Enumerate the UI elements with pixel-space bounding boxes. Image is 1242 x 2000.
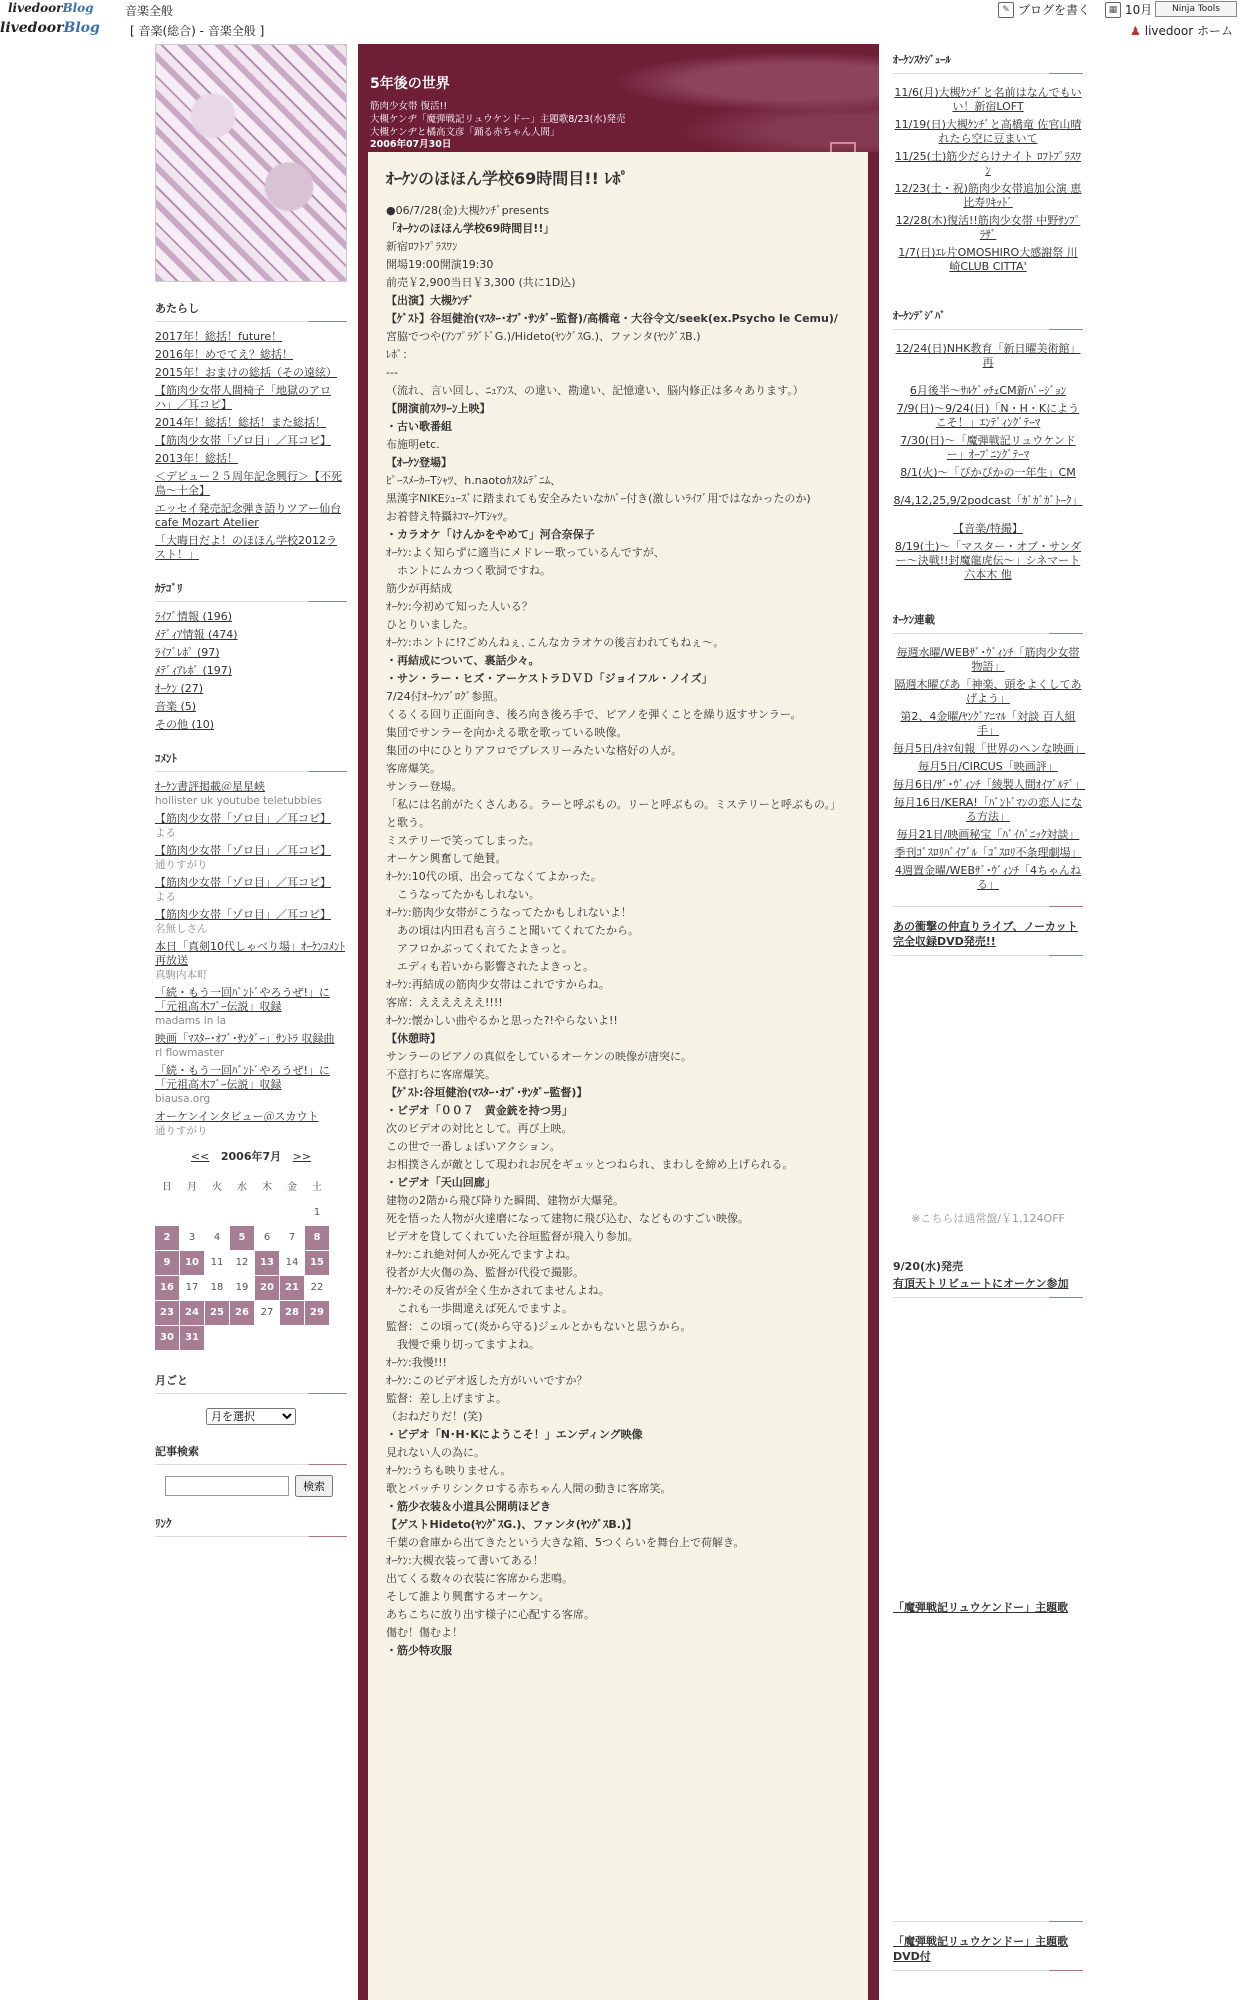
media-link[interactable]: 8/1(火)～「ぴかぴかの一年生」CM [900, 466, 1076, 479]
calendar-empty-cell [230, 1201, 254, 1225]
category-path[interactable]: [ 音楽(総合) - 音楽全般 ] [130, 24, 265, 38]
post-line: ・ビデオ「００７ 黄金銃を持つ男」 [386, 1104, 573, 1117]
post-line: ビデオを貸してくれていた谷垣監督が飛入り参加。 [386, 1230, 639, 1243]
post-line: 【出演】大槻ｹﾝﾁﾞ [386, 294, 474, 307]
post-line: と歌う。 [386, 816, 430, 829]
calendar-day-link[interactable]: 30 [155, 1326, 179, 1350]
post-line: サンラーのピアノの真似をしているオーケンの映像が唐突に。 [386, 1050, 693, 1063]
post-line: --- [386, 366, 398, 379]
post-line: 布施明etc. [386, 438, 440, 451]
post-line: ｵｰｹﾝ:よく知らずに適当にメドレー歌っているんですが、 [386, 546, 665, 559]
post-line: ・再結成について、裏話少々。 [386, 654, 540, 667]
new-post-link[interactable]: 2014年！総括！総括！また総括！ [155, 416, 326, 429]
calendar-empty-cell [280, 1201, 304, 1225]
calendar-weekday: 水 [237, 1182, 247, 1193]
calendar-weekday: 火 [212, 1182, 222, 1193]
post-line: 【開演前ｽｸﾘｰﾝ上映】 [386, 402, 491, 415]
new-post-link[interactable]: 「大晦日だよ！のほほん学校2012ラスト！」 [155, 534, 337, 561]
category-list [155, 610, 347, 732]
person-icon: ♟ [1130, 23, 1141, 38]
post-line: 不意打ちに客席爆笑。 [386, 1068, 496, 1081]
comment-author: madams in la [155, 1015, 227, 1027]
post-line: ｵｰｹﾝ:再結成の筋肉少女帯はこれですからね。 [386, 978, 610, 991]
divider [893, 1921, 1083, 1922]
calendar-next-link[interactable]: >> [292, 1150, 312, 1163]
search-heading: 記事検索 [155, 1443, 347, 1459]
media-link[interactable]: 8/4,12,25,9/2podcast「ｶﾞｶﾞｶﾞﾄｰｸ」 [893, 494, 1083, 507]
post-line: ﾋﾟｰｽﾒｰｶｰTｼｬﾂ、h.naotoｶｽﾀﾑﾃﾞﾆﾑ、 [386, 474, 562, 487]
post-body [386, 202, 856, 1660]
media-link[interactable]: 7/30(日)～「魔弾戦記リュウケンドー」ｵｰﾌﾟﾆﾝｸﾞﾃｰﾏ [900, 434, 1076, 461]
kimono-header-image [155, 44, 347, 282]
calendar-day: 3 [188, 1232, 196, 1243]
post-line: 傷む！傷むよ！ [386, 1626, 463, 1639]
serial-link[interactable]: 毎月5日/ｷﾈﾏ旬報「世界のヘンな映画」 [893, 742, 1086, 755]
category-link[interactable]: ﾒﾃﾞｨｱﾚﾎﾟ (197) [155, 664, 233, 677]
calendar-day-link[interactable]: 5 [230, 1226, 254, 1250]
post-line: 集団でサンラーを向かえる歌を歌っている映像。 [386, 726, 628, 739]
post-line: この世で一番しょぼいアクション。 [386, 1140, 561, 1153]
spacer [893, 374, 1083, 384]
new-post-link[interactable]: ＜デビュー２５周年記念興行＞【不死鳥～十全】 [155, 470, 342, 497]
serial-link[interactable]: 毎月5日/CIRCUS「映画評」 [918, 760, 1058, 773]
post-line: お相撲さんが敵として現われお尻をギュッとつねられ、まわしを締め上げられる。 [386, 1158, 794, 1171]
desc-line: 筋肉少女帯 復活!! [370, 101, 448, 112]
calendar-day-link[interactable]: 31 [180, 1326, 204, 1350]
calendar-day: 27 [260, 1307, 274, 1318]
post-line: あの頃は内田君も言うこと聞いてくれてたから。 [386, 924, 639, 937]
post-line: ｵｰｹﾝ:これ絶対何人か死んでますよね。 [386, 1248, 577, 1261]
release-date: 9/20(水)発売 [893, 1260, 964, 1273]
calendar-grid [155, 1176, 347, 1350]
calendar-empty-cell [205, 1201, 229, 1225]
post-line: こうなってたかもしれない。 [386, 888, 540, 901]
schedule-link[interactable]: 12/28(木)復活!!筋肉少女帯 中野ｻﾝﾌﾟﾗｻﾞ [895, 214, 1081, 241]
post-line: 客席：ええええええ!!!! [386, 996, 503, 1009]
new-post-link[interactable]: 2013年！総括！ [155, 452, 238, 465]
comment-post-link[interactable]: 映画「ﾏｽﾀｰ･ｵﾌﾞ･ｻﾝﾀﾞｰ」ｻﾝﾄﾗ 収録曲 [155, 1032, 335, 1045]
post-line: ・筋少衣装＆小道具公開萌ほどき [386, 1500, 551, 1513]
search-button[interactable]: 検索 [295, 1475, 333, 1497]
calendar-day: 18 [210, 1282, 224, 1293]
calendar-day: 11 [210, 1257, 224, 1268]
post-line: これも一歩間違えば死んでますよ。 [386, 1302, 573, 1315]
calendar-empty-cell [255, 1201, 279, 1225]
serial-list [893, 646, 1086, 892]
post-line: ｵｰｹﾝ:大槻衣装って書いてある！ [386, 1554, 544, 1567]
calendar-day-link[interactable]: 8 [305, 1226, 329, 1250]
category-link[interactable]: ﾒﾃﾞｨｱ情報 (474) [155, 628, 238, 641]
schedule-link[interactable]: 11/19(日)大槻ｹﾝﾁﾞと高橋竜 佐官山晴れたら空に豆まいて [894, 118, 1082, 145]
calendar-weekday: 金 [287, 1182, 297, 1193]
post-line: アフロかぶってくれてたよきっと。 [386, 942, 573, 955]
calendar-day-link[interactable]: 25 [205, 1301, 229, 1325]
new-post-link[interactable]: 【筋肉少女帯人間椅子「地獄のアロハ」／耳コピ】 [155, 384, 331, 411]
tribute-link[interactable]: 有頂天トリビュートにオーケン参加 [893, 1277, 1069, 1290]
post-line: 「ｵｰｹﾝのほほん学校69時間目!!」 [386, 222, 555, 235]
calendar-day: 7 [288, 1232, 296, 1243]
calendar-day-link[interactable]: 13 [255, 1251, 279, 1275]
post-line: ホントにムカつく歌詞ですね。 [386, 564, 551, 577]
divider [893, 1970, 1083, 1971]
ninja-tools-badge[interactable]: Ninja Tools [1155, 1, 1237, 17]
schedule-heading: ｵｰｹﾝｽｹｼﾞｭｰﾙ [893, 52, 1083, 66]
calendar-day-link[interactable]: 9 [155, 1251, 179, 1275]
comment-post-link[interactable]: 【筋肉少女帯「ゾロ目」／耳コピ】 [155, 876, 331, 889]
search-box [165, 1475, 347, 1497]
top-bar [0, 0, 1242, 44]
post-line: ｵｰｹﾝ:その反省が全く生かされてませんよね。 [386, 1284, 610, 1297]
post-line: ・古い歌番組 [386, 420, 452, 433]
post-line: ミステリーで笑ってしまった。 [386, 834, 540, 847]
post-line: 【ｵｰｹﾝ登場】 [386, 456, 452, 469]
calendar-day: 19 [235, 1282, 249, 1293]
post-line: くるくる回り正面向き、後ろ向き後ろ手で、ピアノを弾くことを繰り返すサンラー。 [386, 708, 802, 721]
schedule-list [893, 86, 1083, 274]
new-posts-list [155, 330, 347, 562]
calendar-empty-cell [180, 1201, 204, 1225]
calendar-day: 6 [263, 1232, 271, 1243]
comment-author: 通りすがり [155, 1125, 208, 1137]
links-heading: ﾘﾝｸ [155, 1515, 347, 1531]
calendar-day: 12 [235, 1257, 249, 1268]
search-input[interactable] [165, 1476, 289, 1496]
comments-heading: ｺﾒﾝﾄ [155, 750, 347, 766]
media-heading: ｵｰｹﾝﾃﾞｼﾞﾊﾞ [893, 308, 1083, 322]
media-list [893, 342, 1083, 582]
media-link[interactable]: 12/24(日)NHK教育「新日曜美術館」再 [895, 342, 1081, 369]
post-line: ｵｰｹﾝ:我慢!!! [386, 1356, 447, 1369]
livedoor-blog-logo-large[interactable]: livedoorBlog [0, 20, 100, 36]
comment-post-link[interactable]: 「続・もう一回ﾊﾞﾝﾄﾞやろうぜ!」に「元祖高木ﾌﾞｰ伝説」収録 [155, 986, 330, 1013]
post-line: 新宿ﾛﾌﾄﾌﾟﾗｽﾜﾝ [386, 240, 458, 253]
live-dvd-link[interactable]: あの衝撃の仲直りライブ、ノーカット完全収録DVD発売!! [893, 920, 1078, 948]
new-post-link[interactable]: 2017年！総括！future！ [155, 330, 283, 343]
comment-author: よる [155, 891, 176, 903]
post-line: 【休憩時】 [386, 1032, 441, 1045]
calendar-empty-cell [155, 1201, 179, 1225]
post-line: ・ビデオ「N･H･Kにようこそ！」エンディング映像 [386, 1428, 643, 1441]
livedoor-home-link[interactable]: ♟ livedoor ホーム [1130, 23, 1233, 38]
post-line: ｵｰｹﾝ:今初めて知った人いる？ [386, 600, 533, 613]
new-post-link[interactable]: 【筋肉少女帯「ゾロ目」／耳コピ】 [155, 434, 331, 447]
serial-link[interactable]: 毎週水曜/WEBｻﾞ･ｳﾞｨﾝﾁ「筋肉少女帯物語」 [896, 646, 1080, 673]
serial-link[interactable]: 隔週木曜ぴあ「神楽、頭をよくしてあげよう」 [894, 678, 1082, 705]
media-link[interactable]: 7/9(日)～9/24(日)「N・H・Kにようこそ！」ｴﾝﾃﾞｨﾝｸﾞﾃｰﾏ [896, 402, 1080, 429]
comment-author: biausa.org [155, 1093, 211, 1105]
schedule-link[interactable]: 1/7(日)ｴﾚ片OMOSHIRO大感謝祭 川崎CLUB CITTA' [898, 246, 1078, 273]
left-sidebar [155, 44, 347, 1531]
comment-author: rl flowmaster [155, 1047, 225, 1059]
post-line: 開場19:00開演19:30 [386, 258, 494, 271]
calendar-day-link[interactable]: 24 [180, 1301, 204, 1325]
comment-author: よる [155, 827, 176, 839]
comment-post-link[interactable]: 「続・もう一回ﾊﾞﾝﾄﾞやろうぜ!」に「元祖高木ﾌﾞｰ伝説」収録 [155, 1064, 330, 1091]
post-line: 【ゲストHideto(ﾔﾝｸﾞｽG.)、ファンタ(ﾔﾝｸﾞｽB.)】 [386, 1518, 637, 1531]
post-line: ｵｰｹﾝ:筋肉少女帯がこうなってたかもしれないよ！ [386, 906, 632, 919]
post-line: 建物の2階から飛び降りた瞬間、建物が大爆発。 [386, 1194, 624, 1207]
category-link[interactable]: その他 (10) [155, 718, 215, 731]
post-line: 監督：差し上げますよ。 [386, 1392, 507, 1405]
comment-author: 真駒内本町 [155, 969, 208, 981]
post-line: ｵｰｹﾝ:10代の頃、出会ってなくてよかった。 [386, 870, 602, 883]
comment-author: 名無しさん [155, 923, 208, 935]
spacer [893, 512, 1083, 522]
write-blog-link[interactable]: ✎ ブログを書く [998, 1, 1090, 18]
post-line: ｵｰｹﾝ:このビデオ返した方がいいですか？ [386, 1374, 588, 1387]
comment-post-link[interactable]: 本日「真剣10代しゃべり場」ｵｰｹﾝｺﾒﾝﾄ再放送 [155, 940, 345, 967]
comment-post-link[interactable]: オーケンインタビュー＠スカウト [155, 1110, 319, 1123]
schedule-link[interactable]: 11/6(月)大槻ｹﾝﾁﾞと名前はなんでもいい！新宿LOFT [894, 86, 1082, 113]
divider [893, 906, 1083, 907]
calendar-icon: ▦ [1105, 2, 1121, 18]
post-line: 客席爆笑。 [386, 762, 441, 775]
post-line: ・カラオケ「けんかをやめて」河合奈保子 [386, 528, 595, 541]
post-line: オーケン興奮して絶賛。 [386, 852, 507, 865]
post-line: 役者が大火傷の為、監督が代役で撮影。 [386, 1266, 584, 1279]
calendar-day: 1 [313, 1207, 321, 1218]
calendar-day-link[interactable]: 26 [230, 1301, 254, 1325]
comment-author: 通りすがり [155, 859, 208, 871]
post-line: エディも若いから影響されたよきっと。 [386, 960, 595, 973]
post-line: 出てくる数々の衣装に客席から悲鳴。 [386, 1572, 573, 1585]
post-line: 集団の中にひとりアフロでプレスリーみたいな格好の人が。 [386, 744, 683, 757]
calendar-day-link[interactable]: 20 [255, 1276, 279, 1300]
calendar-weekday: 日 [162, 1182, 172, 1193]
blog-header [358, 44, 879, 152]
post-date: 2006年07月30日 [370, 139, 452, 150]
comment-post-link[interactable]: 【筋肉少女帯「ゾロ目」／耳コピ】 [155, 812, 331, 825]
serial-link[interactable]: 第2、4金曜/ﾔﾝｸﾞｱﾆﾏﾙ「対談 百人組手」 [900, 710, 1076, 737]
new-post-link[interactable]: 2015年！おまけの総括（その遠絃） [155, 366, 337, 379]
post-line: 死を悟った人物が火達磨になって建物に飛び込む、などものすごい映像。 [386, 1212, 749, 1225]
post-line: 【ｹﾞｽﾄ】谷垣健治(ﾏｽﾀｰ･ｵﾌﾞ･ｻﾝﾀﾞｰ監督)/高橋竜・大谷令文/seek(ex.Psycho le Cemu)/ [386, 312, 838, 325]
pencil-icon: ✎ [998, 2, 1014, 18]
serial-heading: ｵｰｹﾝ連載 [893, 612, 1083, 626]
post-line: お着替え特攝ﾈｺﾏｰｸTｼｬﾂ。 [386, 510, 514, 523]
post-line: 「私には名前がたくさんある。ラーと呼ぶもの。リーと呼ぶもの。ミステリーと呼ぶもの。」 [386, 798, 841, 811]
post-line: あちこちに放り出す様子に心配する客席。 [386, 1608, 595, 1621]
post-line: 監督：この頃って(炎から守る)ジェルとかもないと思うから。 [386, 1320, 692, 1333]
calendar-day-link[interactable]: 2 [155, 1226, 179, 1250]
post-line: ひとりいました。 [386, 618, 474, 631]
post-line: サンラー登場。 [386, 780, 463, 793]
schedule-link[interactable]: 12/23(土・祝)筋肉少女帯追加公演 恵比寿ﾘｷｯﾄﾞ [894, 182, 1082, 209]
post-line: ﾚﾎﾟ： [386, 348, 414, 361]
top-category[interactable]: 音楽全般 [125, 4, 174, 18]
calendar-day: 14 [285, 1257, 299, 1268]
new-post-link[interactable]: エッセイ発売記念弾き語りツアー仙台 cafe Mozart Atelier [155, 502, 342, 529]
blog-description [370, 100, 626, 139]
calendar-day-link[interactable]: 15 [305, 1251, 329, 1275]
comment-post-link[interactable]: 【筋肉少女帯「ゾロ目」／耳コピ】 [155, 908, 331, 921]
calendar-day: 4 [213, 1232, 221, 1243]
post-line: （流れ、言い回し、ﾆｭｱﾝｽ、の違い、勘違い、記憶違い、脳内修正は多々あります。） [386, 384, 804, 397]
post-line: 前売￥2,900当日￥3,300 (共に1D込) [386, 276, 576, 289]
category-heading: ｶﾃｺﾞﾘ [155, 580, 347, 596]
post-line: そして誰より興奮するオーケン。 [386, 1590, 550, 1603]
post-line: ・サン・ラー・ヒズ・アーケストラＤＶＤ「ジョイフル・ノイズ」 [386, 672, 713, 685]
post-title[interactable]: ｵｰｹﾝのほほん学校69時間目!! ﾚﾎﾟ [386, 169, 629, 188]
post-line: 黒漢字NIKEｼｭｰｽﾞに踏まれても安全みたいなｶﾊﾞｰ付き(激しいﾗｲﾌﾞ用ではなかったのか) [386, 492, 811, 505]
post-line: ｵｰｹﾝ:うちも映りません。 [386, 1464, 512, 1477]
calendar-day-link[interactable]: 21 [280, 1276, 304, 1300]
media-link[interactable]: 6月後半～ｻﾙｹﾞｯﾁｪCM新ﾊﾞｰｼﾞｮﾝ [909, 384, 1067, 397]
calendar-title: 2006年7月 [220, 1150, 282, 1163]
post-line: （おねだりだ！(笑) [386, 1410, 483, 1423]
livedoor-blog-logo[interactable]: livedoorBlog [8, 1, 94, 15]
month-link[interactable]: ▦ 10月 [1105, 1, 1152, 18]
desc-line: 大槻ケンヂ「魔弾戦記リュウケンドー」主題歌8/23(水)発売 [370, 114, 626, 125]
serial-link[interactable]: 4週置金曜/WEBｻﾞ･ｳﾞｨﾝﾁ「4ちゃんねる」 [894, 864, 1082, 891]
calendar-day: 17 [185, 1282, 199, 1293]
post-line: 次のビデオの対比として。再び上映。 [386, 1122, 573, 1135]
post-line: 見れない人の為に。 [386, 1446, 485, 1459]
serial-link[interactable]: 毎月16日/KERA!「ﾊﾞﾝﾄﾞﾏﾝの恋人になる方法」 [893, 796, 1083, 823]
main-column [358, 44, 879, 2000]
blog-post [368, 152, 868, 2000]
divider [893, 955, 1083, 956]
serial-link[interactable]: 季刊ｺﾞｽﾛﾘﾊﾞｲﾌﾞﾙ「ｺﾞｽﾛﾘ不条理劇場」 [894, 846, 1082, 859]
calendar-weekday: 土 [312, 1182, 322, 1193]
post-line: ・筋少特攻服 [386, 1644, 452, 1657]
media-link[interactable]: 【音楽/特撮】 [953, 522, 1023, 535]
right-sidebar [893, 44, 1086, 1971]
serial-link[interactable]: 毎月21日/映画秘宝「ﾊﾞｲﾊﾟﾆｯｸ対談」 [896, 828, 1080, 841]
post-line: 7/24付ｵｰｹﾝﾌﾞﾛｸﾞ参照。 [386, 690, 505, 703]
calendar-weekday: 月 [187, 1182, 197, 1193]
post-line: ●06/7/28(金)大槻ｹﾝﾁﾞpresents [386, 204, 550, 217]
comments-list [155, 780, 347, 1138]
blog-title[interactable]: 5年後の世界 [370, 76, 450, 92]
post-line: 筋少が再結成 [386, 582, 452, 595]
dvd-note: ※こちらは通常盤/￥1,124OFF [911, 1212, 1065, 1225]
category-link[interactable]: ﾗｲﾌﾞﾚﾎﾟ (97) [155, 646, 220, 659]
category-link[interactable]: ｵｰｹﾝ (27) [155, 682, 204, 695]
calendar-weekday: 木 [262, 1182, 272, 1193]
calendar-day-link[interactable]: 23 [155, 1301, 179, 1325]
comment-post-link[interactable]: ｵｰｹﾝ書評掲載＠星星峡 [155, 780, 265, 793]
post-line: 歌とバッチリシンクロする赤ちゃん人間の動きに客席笑。 [386, 1482, 672, 1495]
monthly-heading: 月ごと [155, 1372, 347, 1388]
new-posts-heading: あたらし [155, 300, 347, 316]
new-post-link[interactable]: 2016年！めでてえ？総括！ [155, 348, 293, 361]
schedule-link[interactable]: 11/25(土)筋少だらけナイト ﾛﾌﾄﾌﾟﾗｽﾜﾝ [894, 150, 1081, 177]
theme-song-dvd-link[interactable]: 「魔弾戦記リュウケンドー」主題歌DVD付 [893, 1935, 1069, 1963]
media-link[interactable]: 8/19(土)～「マスター・オブ・サンダー～決戦!!封魔龍虎伝～」シネマート六本木 他 [895, 540, 1081, 581]
post-line: 我慢で乗り切ってますよね。 [386, 1338, 540, 1351]
calendar-day-link[interactable]: 28 [280, 1301, 304, 1325]
post-line: ｵｰｹﾝ:懐かしい曲やるかと思った?!やらないよ!! [386, 1014, 618, 1027]
post-line: 千葉の倉庫から出てきたという大きな箱、5つくらいを舞台上で荷解き。 [386, 1536, 745, 1549]
calendar-day-link[interactable]: 10 [180, 1251, 204, 1275]
calendar-day: 22 [310, 1282, 324, 1293]
post-line: 【ｹﾞｽﾄ:谷垣健治(ﾏｽﾀｰ･ｵﾌﾞ･ｻﾝﾀﾞｰ監督)】 [386, 1086, 588, 1099]
comment-post-link[interactable]: 【筋肉少女帯「ゾロ目」／耳コピ】 [155, 844, 331, 857]
calendar-prev-link[interactable]: << [190, 1150, 210, 1163]
theme-song-link[interactable]: 「魔弾戦記リュウケンドー」主題歌 [893, 1601, 1069, 1614]
category-link[interactable]: 音楽 (5) [155, 700, 197, 713]
category-link[interactable]: ﾗｲﾌﾞ情報 (196) [155, 610, 233, 623]
comment-author: hollister uk youtube teletubbies [155, 795, 323, 807]
serial-link[interactable]: 毎月6日/ｻﾞ･ｳﾞｨﾝﾁ「綾製人間ｵｲﾌﾞﾙﾃﾞ」 [893, 778, 1086, 791]
month-select[interactable] [206, 1408, 296, 1425]
calendar-day-link[interactable]: 16 [155, 1276, 179, 1300]
post-line: 宮脇でつや(ｱﾝﾌﾟﾗｸﾞﾄﾞG.)/Hideto(ﾔﾝｸﾞｽG.)、ファンタ(ﾔﾝｸﾞｽB.) [386, 330, 701, 343]
divider [893, 1297, 1083, 1298]
spacer [893, 484, 1083, 494]
calendar-day-link[interactable]: 29 [305, 1301, 329, 1325]
post-line: ｵｰｹﾝ:ホントに!?ごめんねぇ､こんなカラオケの後言われてもねぇ～。 [386, 636, 725, 649]
calendar-nav [155, 1148, 347, 1164]
post-line: ・ビデオ「天山回廊」 [386, 1176, 496, 1189]
desc-line: 大槻ケンヂと橘高文彦「踊る赤ちゃん人間」 [370, 127, 560, 138]
